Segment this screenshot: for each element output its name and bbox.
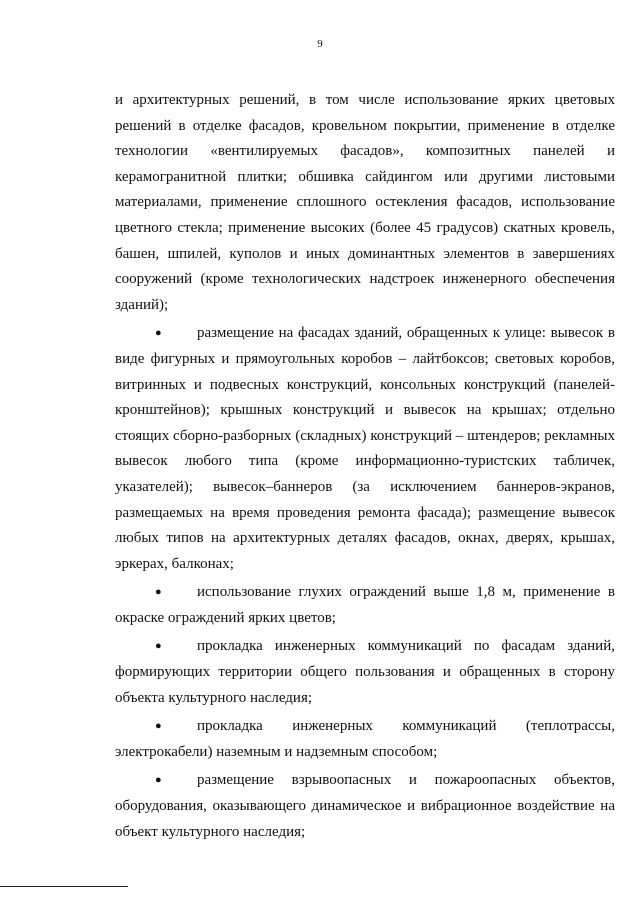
list-item-text: прокладка инженерных коммуникаций по фасадам зданий, формирующих территории общего пользования и обращенных в сторону объекта культурного наследия; bbox=[115, 638, 615, 706]
list-item-text: прокладка инженерных коммуникаций (теплотрассы, электрокабели) наземным и надземным способом; bbox=[115, 718, 615, 760]
footer-rule bbox=[0, 886, 128, 887]
list-item-text: размещение на фасадах зданий, обращенных к улице: вывесок в виде фигурных и прямоугольных коробов – лайтбоксов; световых коробов, витринных и подвесных конструкций, консольных конструкций (панелей-кронштейнов); крышных конструкций и вывесок на крышах; отдельно стоящих сборно-разборных (складных) конструкций – штендеров; рекламных вывесок любого типа (кроме информационно-туристских табличек, указателей); вывесок–баннеров (за исключением баннеров-экранов, размещаемых на время проведения ремонта фасада); размещение вывесок любых типов на архитектурных деталях фасадов, окнах, дверях, крышах, эркерах, балконах; bbox=[115, 325, 615, 572]
bullet-icon: ● bbox=[155, 586, 162, 599]
bullet-icon: ● bbox=[155, 774, 162, 787]
list-item-text: использование глухих ограждений выше 1,8 м, применение в окраске ограждений ярких цветов; bbox=[115, 584, 615, 626]
bullet-icon: ● bbox=[155, 720, 162, 733]
list-item-utilities-ground bbox=[115, 714, 615, 765]
list-item-utilities-facades bbox=[115, 634, 615, 711]
body-text bbox=[115, 88, 615, 845]
bullet-icon: ● bbox=[155, 640, 162, 653]
opening-paragraph: и архитектурных решений, в том числе использование ярких цветовых решений в отделке фасадов, кровельном покрытии, применение в отделке технологии «вентилируемых фасадов», композитных панелей и керамогранитной плитки; обшивка сайдингом или другими листовыми материалами, применение сплошного остекления фасадов, использование цветного стекла; применение высоких (более 45 градусов) скатных кровель, башен, шпилей, куполов и иных доминантных элементов в завершениях сооружений (кроме технологических надстроек инженерного обеспечения зданий); bbox=[115, 92, 615, 313]
list-item-text: размещение взрывоопасных и пожароопасных объектов, оборудования, оказывающего динамическое и вибрационное воздействие на объект культурного наследия; bbox=[115, 772, 615, 840]
bullet-icon: ● bbox=[155, 327, 162, 340]
list-item-hazardous-objects bbox=[115, 768, 615, 845]
list-item-fences bbox=[115, 580, 615, 631]
page-number: 9 bbox=[317, 38, 323, 50]
list-item-signage bbox=[115, 321, 615, 577]
